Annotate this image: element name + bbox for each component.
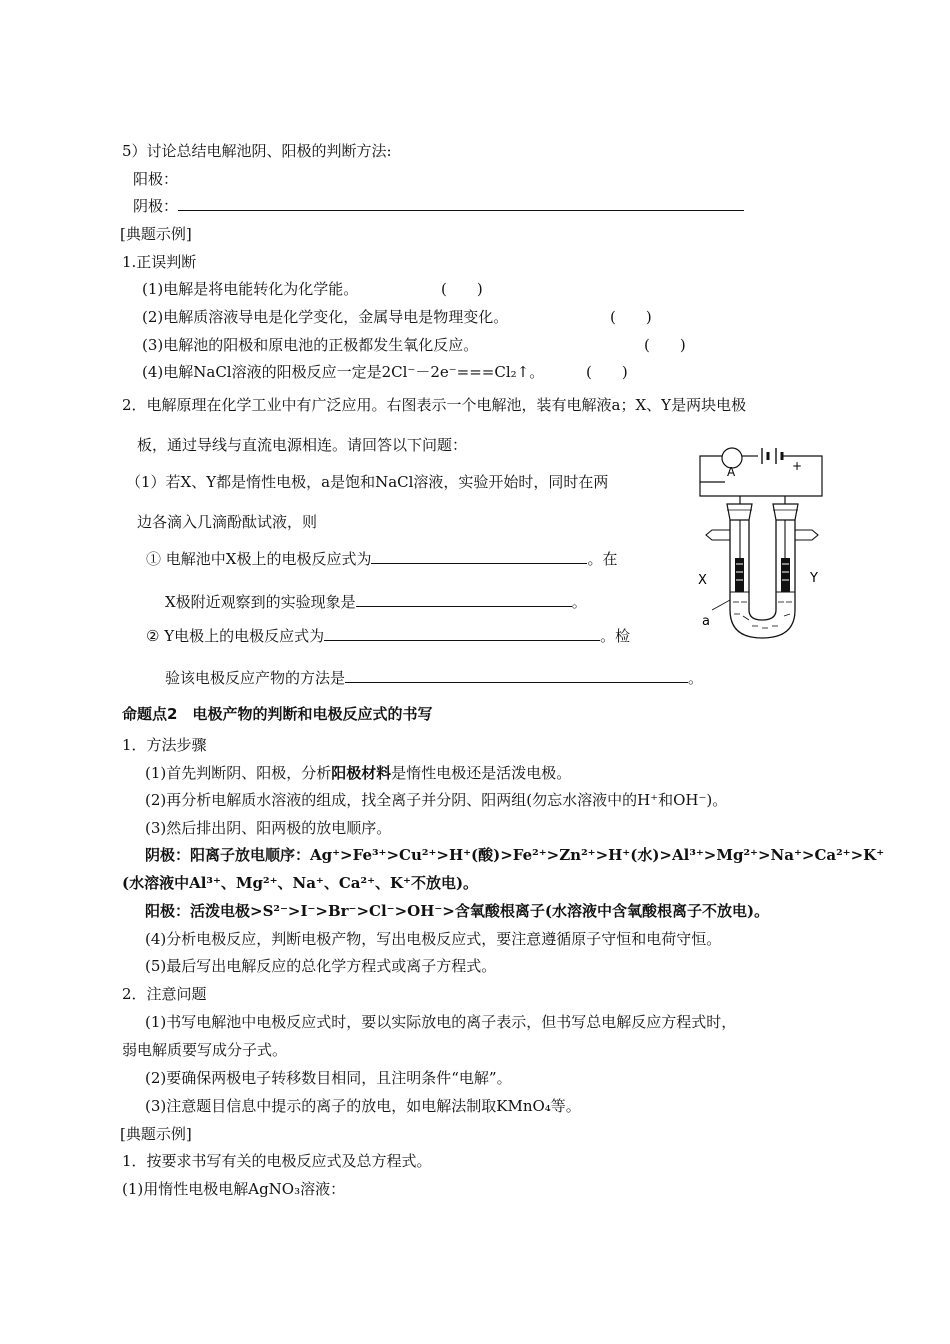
electrolyte-solution (733, 602, 792, 628)
q1-item-1: (1)电解是将电能转化为化学能。 (142, 280, 359, 298)
example-header: [典题示例] (120, 225, 192, 243)
step-4: (4)分析电极反应，判断电极产物，写出电极反应式，要注意遵循原子守恒和电荷守恒。 (145, 930, 722, 948)
step-1-text-a: (1)首先判断阴、阳极，分析 (145, 764, 332, 782)
note-1-a: (1)书写电解池中电极反应式时，要以实际放电的离子表示，但书写总电解反应方程式时， (145, 1013, 737, 1031)
right-stopper (773, 504, 798, 520)
section-5-title: 5）讨论总结电解池阴、阳极的判断方法: (122, 142, 392, 160)
q2-sub2-b (165, 668, 703, 688)
battery-icon (762, 448, 782, 464)
cathode-discharge-order: 阴极：阳离子放电顺序：Ag⁺>Fe³⁺>Cu²⁺>H⁺(酸)>Fe²⁺>Zn²⁺>H⁺(水)>Al³⁺>Mg²⁺>Na⁺>Ca²⁺>K⁺ (145, 846, 885, 864)
step-2: (2)再分析电解质水溶液的组成，找全离子并分阴、阳两组(勿忘水溶液中的H⁺和OH⁻)。 (145, 791, 728, 809)
q1-item-2-answer[interactable]: ( ) (610, 308, 652, 326)
left-side-arm (706, 530, 730, 540)
answer-blank[interactable] (324, 626, 600, 641)
cathode-note: (水溶液中Al³⁺、Mg²⁺、Na⁺、Ca²⁺、K⁺不放电)。 (122, 874, 479, 892)
cathode-label: 阴极： (133, 197, 179, 215)
q2-sub2-a (146, 626, 630, 646)
q2-sub2-a-text: ② Y电极上的电极反应式为 (146, 627, 325, 645)
q2-sub1-a (146, 549, 617, 569)
q1-title: 1.正误判断 (122, 253, 197, 271)
note-1-b: 弱电解质要写成分子式。 (122, 1041, 288, 1059)
example-header-2: [典题示例] (120, 1125, 192, 1143)
q2-sub2-b-text: 验该电极反应产物的方法是 (165, 669, 346, 687)
answer-blank[interactable] (356, 592, 572, 607)
q2-line-4: 边各滴入几滴酚酞试液，则 (137, 513, 318, 531)
anode-discharge-order: 阳极：活泼电极>S²⁻>I⁻>Br⁻>Cl⁻>OH⁻>含氧酸根离子(水溶液中含氧酸根离子不放电)。 (145, 902, 770, 920)
q1-item-3-answer[interactable]: ( ) (644, 336, 686, 354)
answer-blank[interactable] (371, 549, 587, 564)
q1-item-4-answer[interactable]: ( ) (586, 363, 628, 381)
left-stopper (727, 504, 752, 520)
note-3: (3)注意题目信息中提示的离子的放电，如电解法制取KMnO₄等。 (145, 1097, 581, 1115)
q3-title: 1．按要求书写有关的电极反应式及总方程式。 (122, 1152, 432, 1170)
answer-blank[interactable] (345, 668, 688, 683)
steps-title: 1．方法步骤 (122, 736, 207, 754)
ammeter-label: A (727, 465, 736, 479)
q2-sub1-a-end: 。在 (587, 550, 618, 568)
electrode-x-label: X (698, 573, 707, 588)
q2-sub1-b-end: 。 (571, 593, 587, 611)
note-2: (2)要确保两极电子转移数目相同，且注明条件“电解”。 (145, 1069, 512, 1087)
q1-item-3: (3)电解池的阳极和原电池的正极都发生氧化反应。 (142, 336, 479, 354)
q2-sub1-b (165, 592, 587, 612)
q2-line-2: 板，通过导线与直流电源相连。请回答以下问题： (137, 436, 468, 454)
cathode-line (133, 196, 744, 216)
q2-sub1-a-text: ① 电解池中X极上的电极反应式为 (146, 550, 372, 568)
positive-terminal-label: + (792, 459, 803, 473)
q1-item-4: (4)电解NaCl溶液的阳极反应一定是2Cl⁻－2e⁻===Cl₂↑。 (142, 363, 545, 381)
step-3: (3)然后排出阴、阳两极的放电顺序。 (145, 819, 392, 837)
q3-item-1: (1)用惰性电极电解AgNO₃溶液： (122, 1180, 346, 1198)
q2-sub2-b-end: 。 (688, 669, 704, 687)
right-side-arm (795, 530, 818, 540)
electrode-y (781, 558, 790, 592)
electrolysis-cell-diagram (690, 442, 830, 642)
q2-line-1: 2．电解原理在化学工业中有广泛应用。右图表示一个电解池，装有电解液a；X、Y是两块电极 (122, 396, 747, 414)
q2-sub1-b-text: X极附近观察到的实验现象是 (165, 593, 356, 611)
answer-blank[interactable] (178, 196, 744, 211)
q1-item-1-answer[interactable]: ( ) (441, 280, 483, 298)
q1-item-2: (2)电解质溶液导电是化学变化，金属导电是物理变化。 (142, 308, 509, 326)
q2-sub2-a-end: 。检 (600, 627, 631, 645)
electrode-y-label: Y (810, 571, 818, 586)
electrolyte-a-label: a (702, 614, 710, 629)
step-1-text-b: 是惰性电极还是活泼电极。 (391, 764, 572, 782)
q2-line-3: （1）若X、Y都是惰性电极，a是饱和NaCl溶液，实验开始时，同时在两 (126, 473, 609, 491)
topic2-title: 命题点2 电极产物的判断和电极反应式的书写 (122, 705, 433, 723)
step-1 (145, 763, 571, 783)
step-5: (5)最后写出电解反应的总化学方程式或离子方程式。 (145, 957, 497, 975)
notes-title: 2．注意问题 (122, 985, 207, 1003)
anode-label: 阳极： (133, 170, 179, 188)
step-1-bold: 阳极材料 (331, 764, 392, 782)
electrode-x (735, 558, 744, 592)
